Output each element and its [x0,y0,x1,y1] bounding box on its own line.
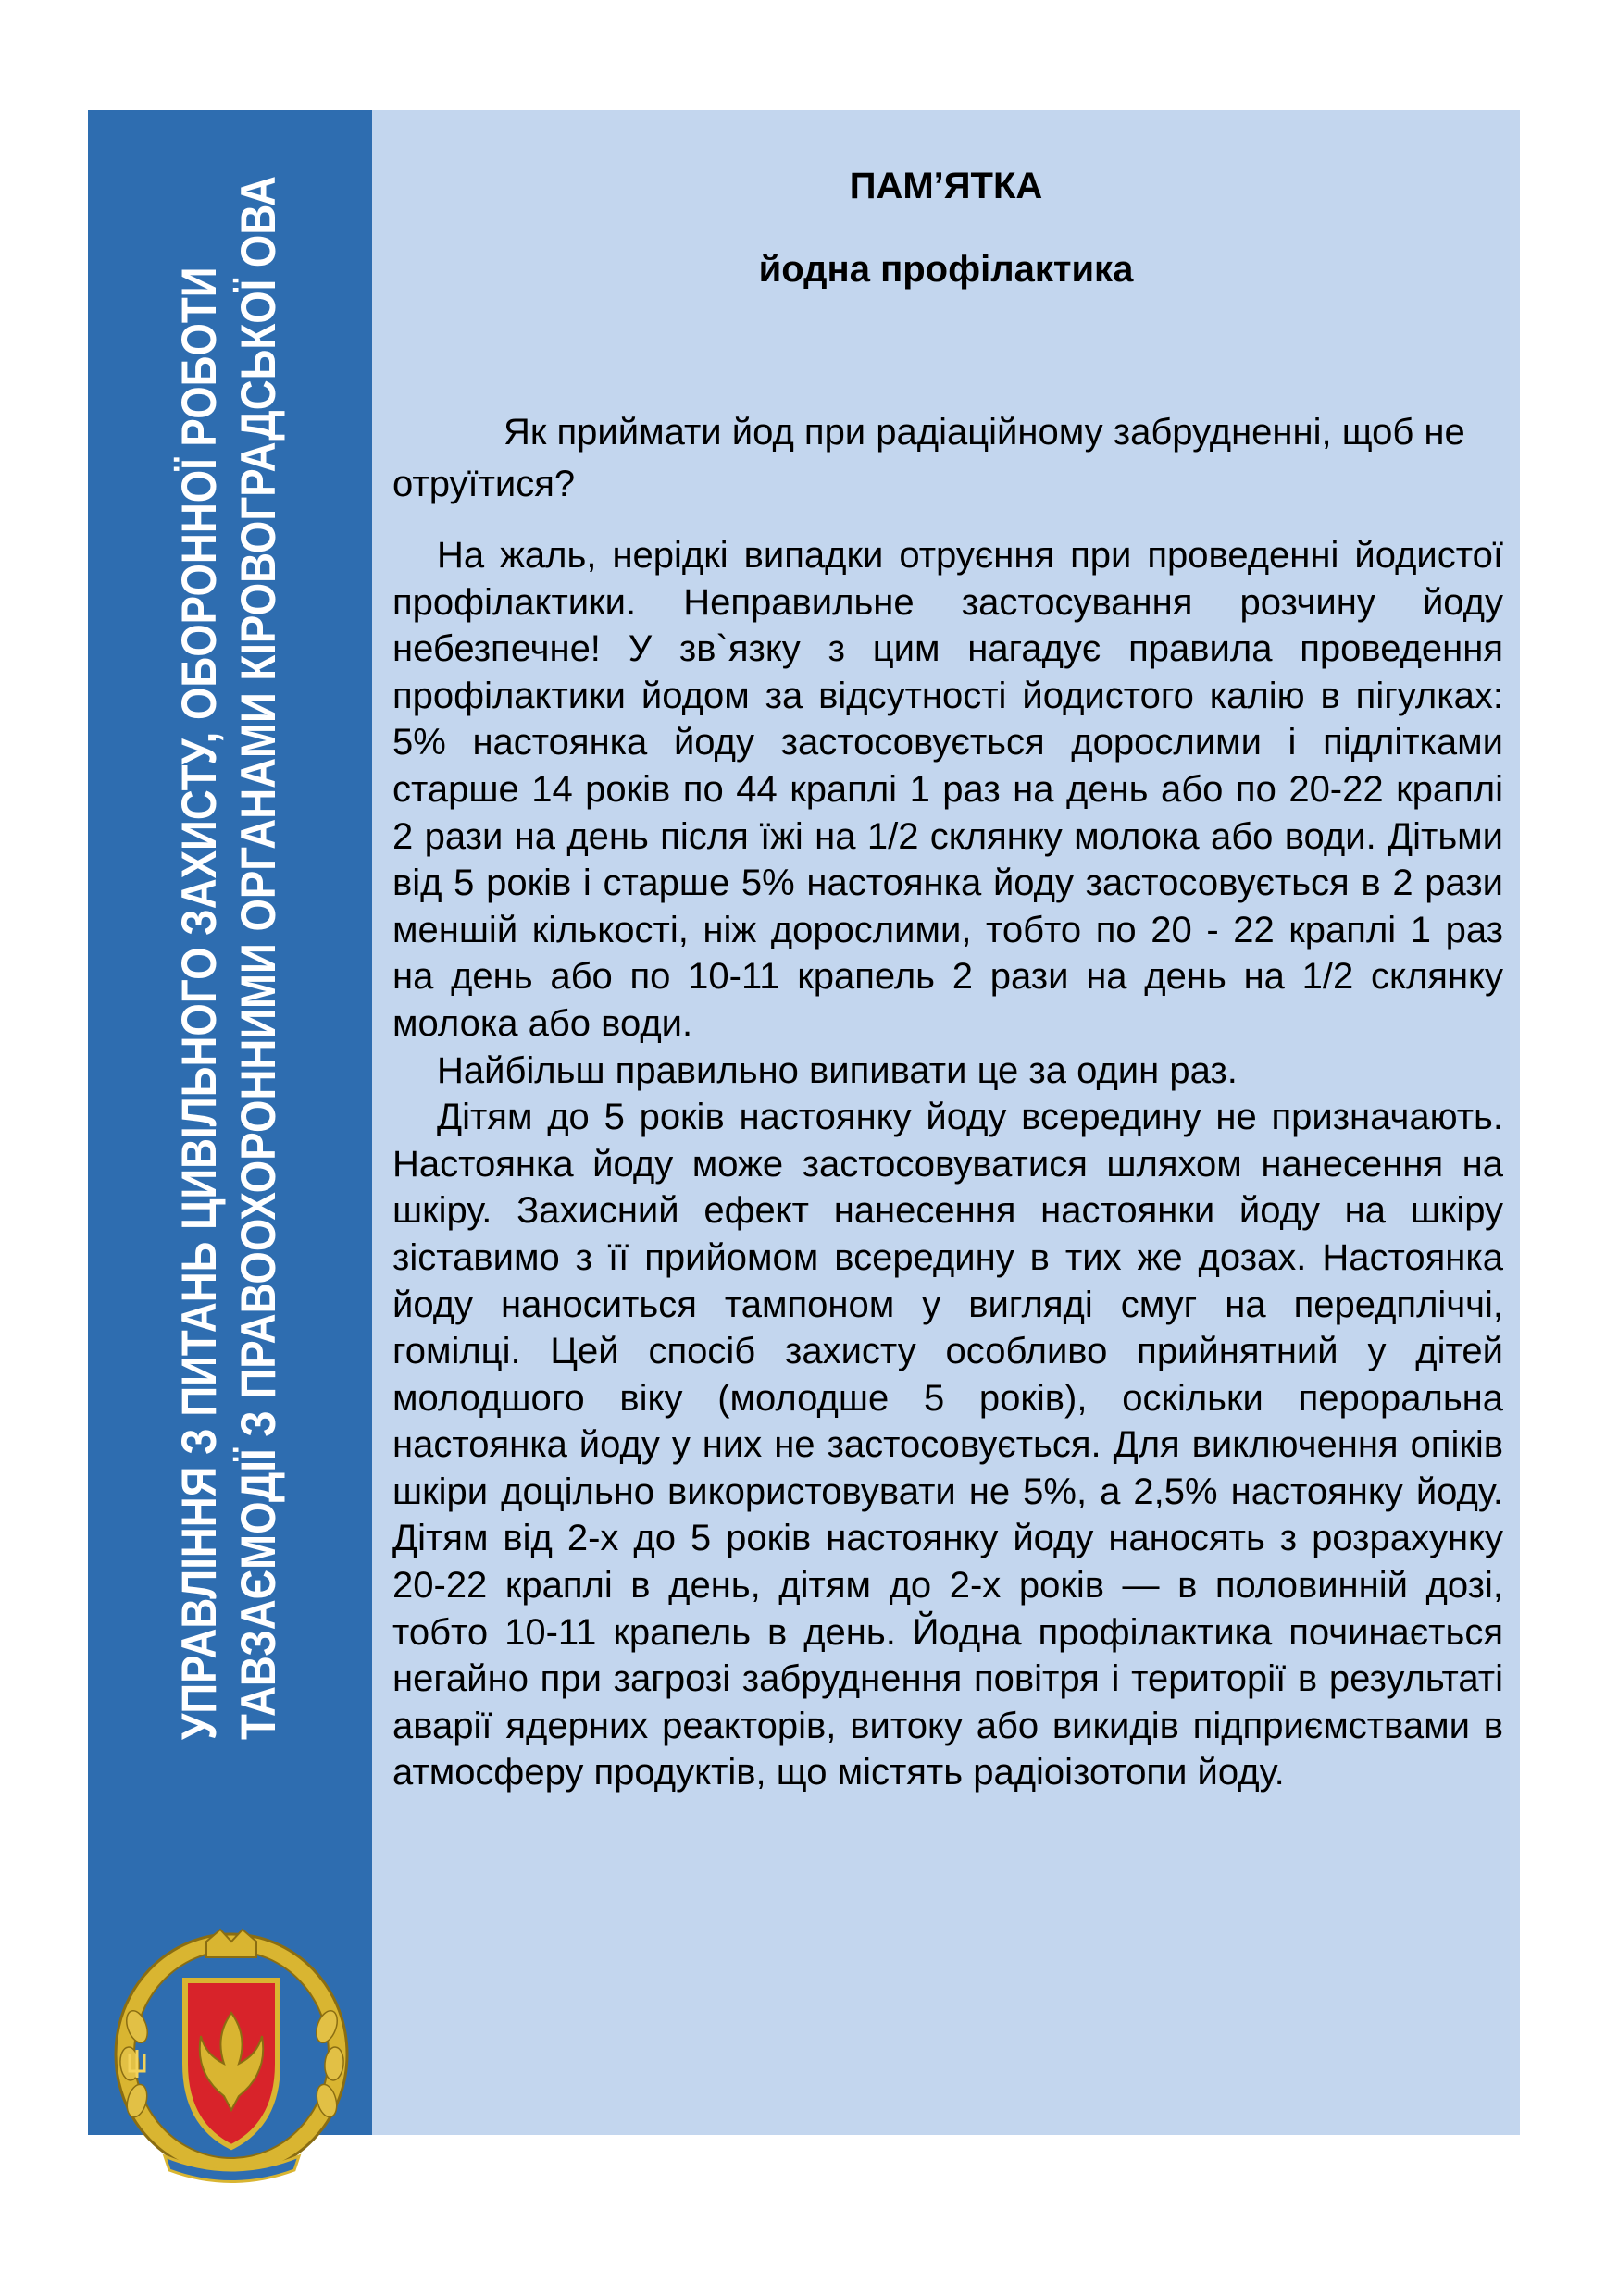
memo-title: ПАМ’ЯТКА [849,166,1043,206]
memo-subtitle: йодна профілактика [758,249,1134,290]
memo-body [392,532,1503,1796]
coat-of-arms-icon [109,1925,355,2184]
sidebar-organization-name [170,176,289,1740]
sidebar-line-1: УПРАВЛІННЯ З ПИТАНЬ ЦИВІЛЬНОГО ЗАХИСТУ, ОБОРОННОЇ РОБОТИ [172,267,227,1740]
paragraph-2: Найбільш правильно випивати це за один раз. [437,1049,1238,1091]
memo-content-panel [372,110,1520,2135]
sidebar-line-2: ТАВЗАЄМОДІЇ З ПРАВООХОРОННИМИ ОРГАНАМИ КІРОВОГРАДСЬКОЇ ОВА [231,176,286,1740]
paragraph-1: На жаль, нерідкі випадки отруєння при проведенні йодистої профілактики. Неправильне застосування розчину йоду небезпечне! У зв`язку з цим нагадує правила проведення профілактики йодом за відсутності йодистого калію в пігулках: 5% настоянка йоду застосовується дорослими і підлітками старше 14 років по 44 краплі 1 раз на день або по 20-22 краплі 2 рази на день після їжі на 1/2 склянку молока або води. Дітьми від 5 років і старше 5% настоянка йоду застосовується в 2 рази меншій кількості, ніж дорослими, тобто по 20 - 22 краплі 1 раз на день або по 10-11 крапель 2 рази на день на 1/2 склянку молока або води. [392,535,1503,1044]
paragraph-3: Дітям до 5 років настоянку йоду всередину не призначають. Настоянка йоду може застосовуватися шляхом нанесення на шкіру. Захисний ефект нанесення настоянки йоду на шкіру зіставимо з її прийомом всередину в тих же дозах. Настоянка йоду наноситься тампоном у вигляді смуг на передпліччі, гомілці. Цей спосіб захисту особливо прийнятний у дітей молодшого віку (молодше 5 років), оскільки пероральна настоянка йоду у них не застосовується. Для виключення опіків шкіри доцільно використовувати не 5%, а 2,5% настоянку йоду. Дітям від 2-х до 5 років настоянку йоду наносять з розрахунку 20-22 краплі в день, дітям до 2-х років — в половинній дозі, тобто 10-11 крапель в день. Йодна профілактика починається негайно при загрозі забруднення повітря і території в результаті аварії ядерних реакторів, витоку або викидів підприємствами в атмосферу продуктів, що містять радіоізотопи йоду. [392,1097,1503,1793]
memo-question: Як приймати йод при радіаційному забрудненні, щоб не отруїтися? [392,412,1465,504]
